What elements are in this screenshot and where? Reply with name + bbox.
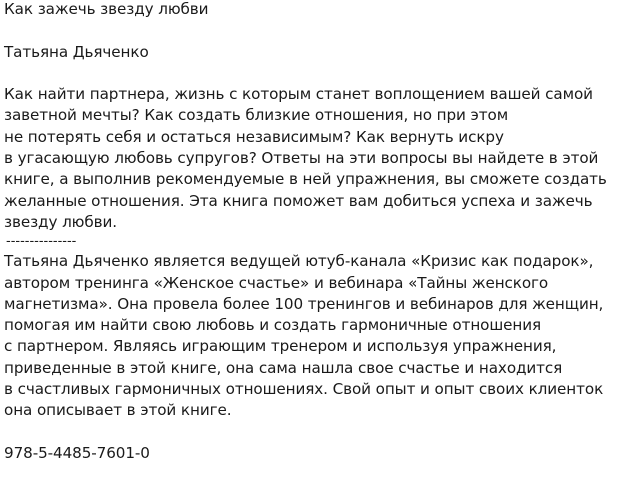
section-separator: ---------------: [6, 234, 77, 250]
book-title: Как зажечь звезду любви: [4, 0, 209, 18]
bio-line: приведенные в этой книге, она сама нашла свое счастье и находится: [4, 358, 563, 377]
description-line: звезду любви.: [4, 212, 117, 231]
bio-line: магнетизма». Она провела более 100 тренингов и вебинаров для женщин,: [4, 294, 604, 313]
spacer: [4, 63, 628, 84]
bio-line: она описывает в этой книге.: [4, 401, 232, 420]
bio-line: автором тренинга «Женское счастье» и вебинара «Тайны женского: [4, 273, 549, 292]
isbn: 978-5-4485-7601-0: [4, 443, 150, 462]
book-description: [4, 84, 628, 233]
bio-line: с партнером. Являясь играющим тренером и используя упражнения,: [4, 337, 557, 356]
spacer: [4, 20, 628, 41]
description-line: не потерять себя и остаться независимым? Как вернуть искру: [4, 127, 504, 146]
description-line: Как найти партнера, жизнь с которым станет воплощением вашей самой: [4, 85, 593, 104]
document-body: [4, 0, 628, 464]
description-line: книге, а выполнив рекомендуемые в ней упражнения, вы сможете создать: [4, 170, 607, 189]
bio-line: Татьяна Дьяченко является ведущей ютуб-канала «Кризис как подарок»,: [4, 252, 594, 271]
spacer: [4, 422, 628, 443]
bio-line: в счастливых гармоничных отношениях. Свой опыт и опыт своих клиенток: [4, 380, 604, 399]
description-line: заветной мечты? Как создать близкие отношения, но при этом: [4, 106, 509, 125]
bio-line: помогая им найти свою любовь и создать гармоничные отношения: [4, 316, 542, 335]
author-bio: [4, 251, 628, 421]
description-line: в угасающую любовь супругов? Ответы на эти вопросы вы найдете в этой: [4, 149, 599, 168]
description-line: желанные отношения. Эта книга поможет вам добиться успеха и зажечь: [4, 191, 593, 210]
book-author: Татьяна Дьяченко: [4, 42, 149, 61]
